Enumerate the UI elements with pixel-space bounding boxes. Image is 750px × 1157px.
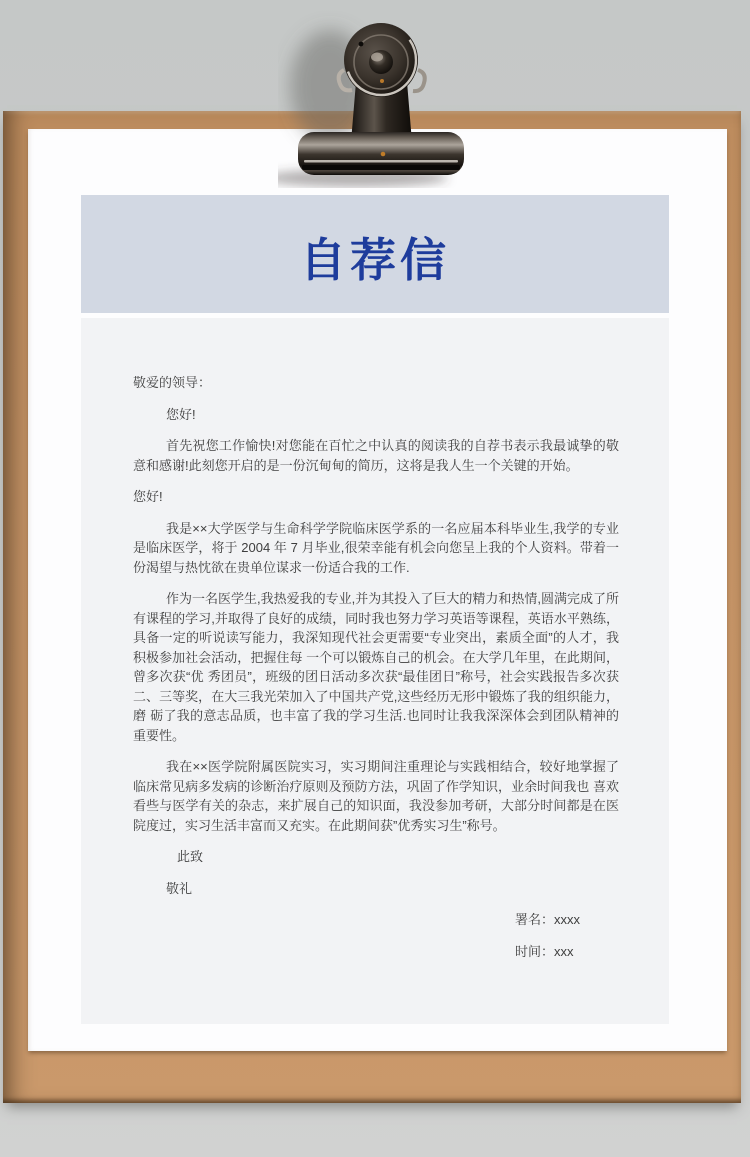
- signature-name: 署名：xxxx: [515, 912, 581, 927]
- letter-title: 自荐信: [300, 234, 450, 286]
- closing-cizhi: 此致: [177, 849, 204, 864]
- clip-bar-lip: [302, 165, 460, 170]
- clip-knob-dimple: [359, 42, 364, 47]
- clip-knob-amber-dot: [380, 79, 384, 83]
- paragraph-study: 作为一名医学生,我热爱我的专业,并为其投入了巨大的精力和热情,圆满完成了所有课程的学习,并取得了良好的成绩，同时我也努力学习英语等课程，英语水平熟练，具备一定的听说读写能力，我深知现代社会更需要“专业突出，素质全面”的人才，我积极参加社会活动，把握住每 一个可以锻炼自己的机会。在大学几年里，在此期间，曾多次获“优 秀团员”，班级的团日活动多次获“最佳团日”称号，社会实践报告多次获二、三等奖，在大三我光荣加入了中国共产党,这些经历无形中锻炼了我的组织能力，磨 砺了我的意志品质，也丰富了我的学习生活.也同时让我我深深体会到团队精神的重要性。: [133, 591, 619, 743]
- letter-body: [81, 318, 669, 1024]
- paragraph-internship: 我在××医学院附属医院实习，实习期间注重理论与实践相结合，较好地掌握了临床常见病多发病的诊断治疗原则及预防方法，巩固了作学知识，业余时间我也 喜欢看些与医学有关的杂志，来扩展自己的知识面，我没参加考研，大部分时间都是在医院度过，实习生活丰富而又充实。在此期间获”优秀实习生”称号。: [133, 759, 619, 833]
- greeting-line: 您好!: [166, 406, 196, 422]
- closing-jingli: 敬礼: [166, 880, 193, 896]
- clip-hole-highlight: [371, 53, 383, 62]
- paragraph-intro: 我是××大学医学与生命科学学院临床医学系的一名应届本科毕业生,我学的专业是临床医学，将于 2004 年 7 月毕业,很荣幸能有机会向您呈上我的个人资料。带着一份渴望与热忱欲在贵单位谋求一份适合我的工作.: [133, 520, 619, 575]
- paragraph-thanks: 首先祝您工作愉快!对您能在百忙之中认真的阅读我的自荐书表示我最诚挚的敬意和感谢!此刻您开启的是一份沉甸甸的简历，这将是我人生一个关键的开始。: [133, 438, 619, 473]
- signature-block: [515, 910, 619, 961]
- letter-title-banner: [81, 195, 669, 313]
- clip-knob-hole: [369, 50, 393, 74]
- binder-clip-icon: [278, 8, 488, 188]
- signature-time: 时间：xxx: [515, 943, 574, 959]
- clip-rivet-amber: [381, 152, 386, 157]
- salutation: 敬爱的领导：: [133, 375, 212, 390]
- greeting-line-2: 您好!: [133, 489, 163, 504]
- clip-bar-lip-highlight: [304, 160, 458, 163]
- letter-paper: [28, 129, 727, 1051]
